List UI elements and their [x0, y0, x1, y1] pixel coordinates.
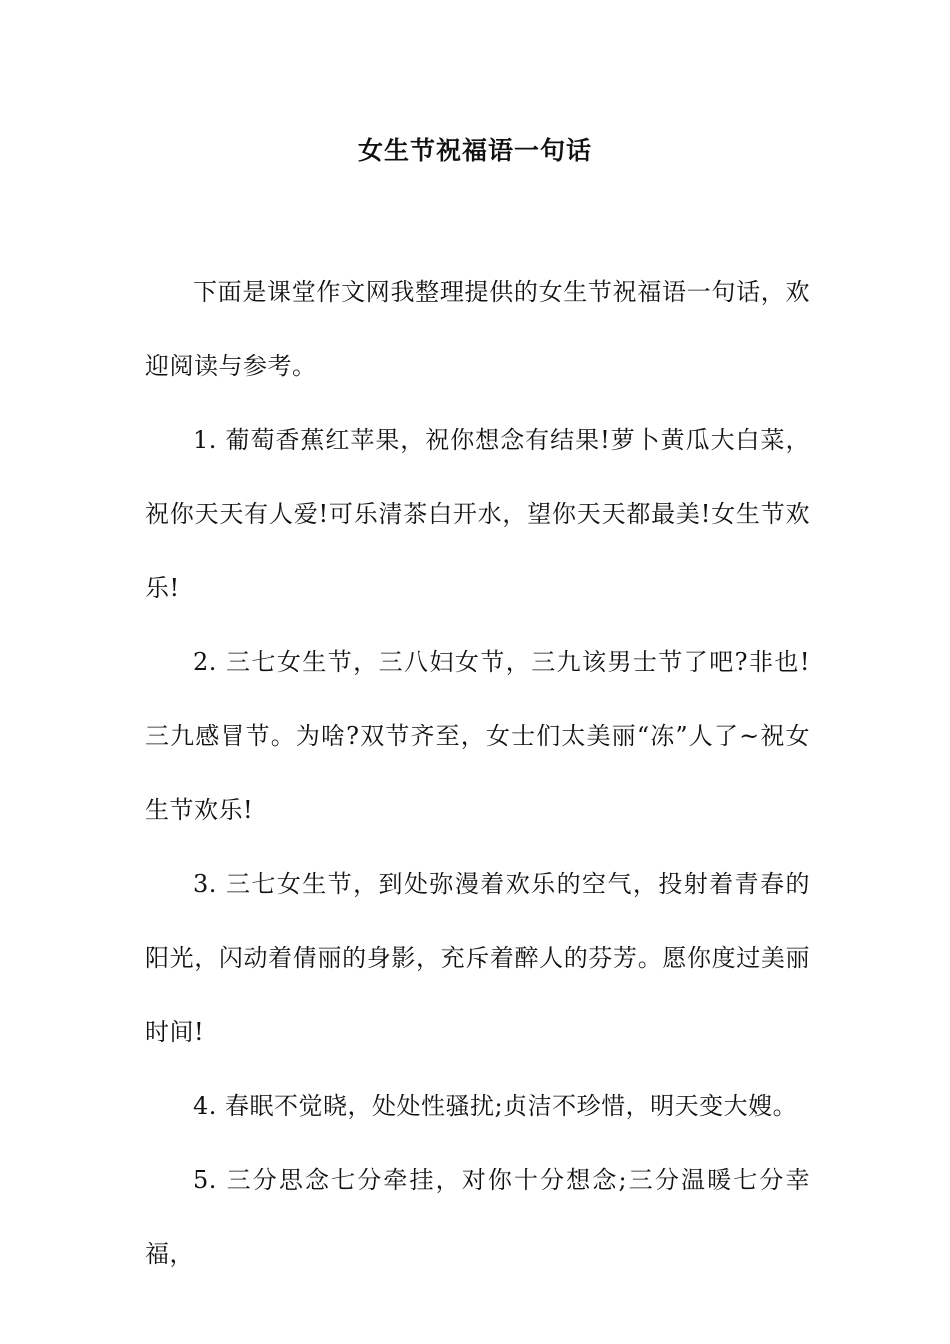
document-title: 女生节祝福语一句话 — [357, 136, 592, 165]
intro-paragraph: 下面是课堂作文网我整理提供的女生节祝福语一句话，欢迎阅读与参考。 — [145, 278, 810, 380]
blessing-paragraph-4: 4. 春眠不觉晓，处处性骚扰;贞洁不珍惜，明天变大嫂。 — [193, 1092, 798, 1120]
document-body — [145, 255, 810, 1291]
blessing-paragraph-5: 5. 三分思念七分牵挂，对你十分想念;三分温暖七分幸福， — [145, 1166, 810, 1268]
blessing-paragraph-2: 2. 三七女生节，三八妇女节，三九该男士节了吧?非也!三九感冒节。为啥?双节齐至，女士们太美丽“冻”人了~祝女生节欢乐! — [145, 648, 810, 824]
blessing-paragraph-1: 1. 葡萄香蕉红苹果，祝你想念有结果!萝卜黄瓜大白菜，祝你天天有人爱!可乐清茶白开水，望你天天都最美!女生节欢乐! — [145, 426, 810, 602]
blessing-paragraph-3: 3. 三七女生节，到处弥漫着欢乐的空气，投射着青春的阳光，闪动着倩丽的身影，充斥着醉人的芬芳。愿你度过美丽时间! — [145, 870, 810, 1046]
